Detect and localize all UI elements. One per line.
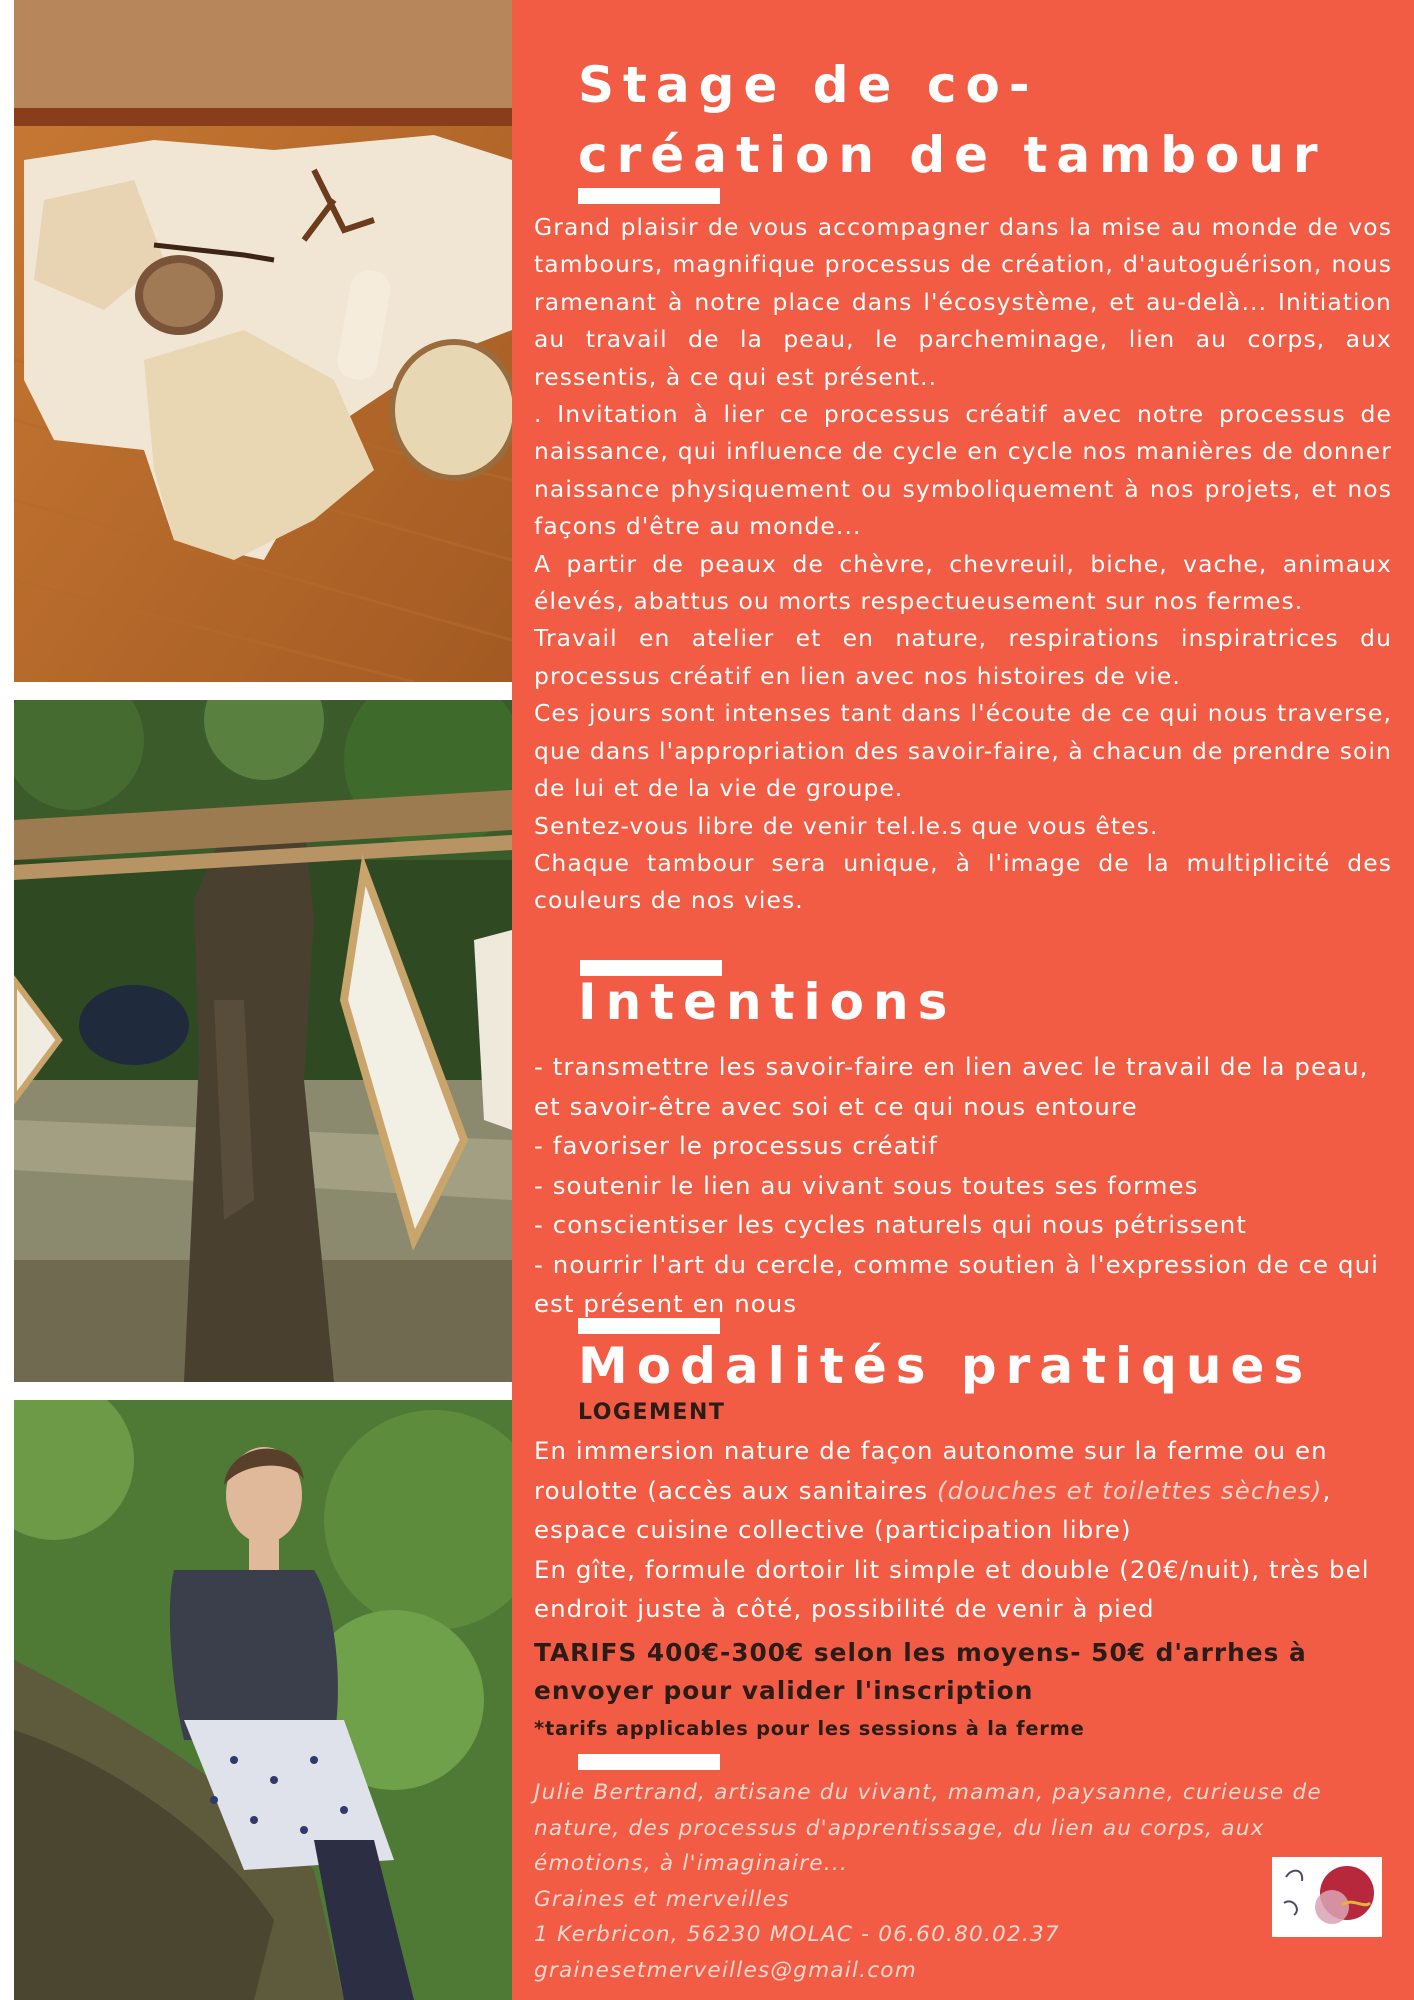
signature-org: Graines et merveilles — [534, 1886, 790, 1912]
signature-address: 1 Kerbricon, 56230 MOLAC - 06.60.80.02.37 — [534, 1922, 1060, 1947]
intention-item: - soutenir le lien au vivant sous toutes ses formes — [534, 1170, 1199, 1200]
intro-paragraph: Ces jours sont intenses tant dans l'écoute de ce qui nous traverse, que dans l'appropriation des savoir-faire, à chacun de prendre soin de lui et de la vie de groupe. — [534, 699, 1392, 803]
title-line-2: création de tambour — [578, 126, 1327, 184]
signature-bio: Julie Bertrand, artisane du vivant, maman, paysanne, curieuse de nature, des processus d'apprentissage, du lien au corps, aux émotions, à l'imaginaire... — [534, 1780, 1322, 1876]
intentions-heading: Intentions — [578, 973, 957, 1031]
intro-paragraph: A partir de peaux de chèvre, chevreuil, biche, vache, animaux élevés, abattus ou morts respectueusement sur nos fermes. — [534, 549, 1392, 616]
photo-drum-workshop — [14, 0, 512, 682]
signature-bar — [578, 1754, 720, 1770]
intro-paragraph: Travail en atelier et en nature, respirations inspiratrices du processus créatif en lien avec nos histoires de vie. — [534, 624, 1392, 690]
title-underline — [578, 188, 720, 204]
lodging-text-b: , espace cuisine collective (participation libre) — [534, 1475, 1332, 1544]
logement-label: LOGEMENT — [578, 1400, 726, 1425]
photo-tree-hides — [14, 700, 512, 1382]
lodging-text-a: En immersion nature de façon autonome sur la ferme ou en roulotte (accès aux sanitaires — [534, 1436, 1328, 1505]
tarifs-text: TARIFS 400€-300€ selon les moyens- 50€ d'arrhes à envoyer pour valider l'inscription — [534, 1638, 1307, 1705]
photo-portrait — [14, 1400, 512, 2000]
signature-block — [534, 1775, 1384, 1988]
intro-paragraph: . Invitation à lier ce processus créatif avec notre processus de naissance, qui influence de cycle en cycle nos manières de donner naissance physiquement ou symboliquement à nos projets, et nos façons d'être au monde... — [534, 400, 1392, 541]
intro-paragraph: Chaque tambour sera unique, à l'image de la multiplicité des couleurs de nos vies. — [534, 848, 1392, 915]
intention-item: - nourrir l'art du cercle, comme soutien à l'expression de ce qui est présent en nous — [534, 1249, 1380, 1318]
page-title — [578, 50, 1327, 190]
intention-item: - favoriser le processus créatif — [534, 1131, 938, 1160]
signature-email: grainesetmerveilles@gmail.com — [534, 1957, 917, 1983]
modalites-heading: Modalités pratiques — [578, 1337, 1313, 1395]
title-line-1: Stage de co- — [578, 56, 1039, 114]
intentions-list — [534, 1047, 1392, 1324]
intro-paragraph: Sentez-vous libre de venir tel.le.s que vous êtes. — [534, 811, 1159, 840]
intro-paragraph: Grand plaisir de vous accompagner dans la mise au monde de vos tambours, magnifique processus de création, d'autoguérison, nous ramenant à notre place dans l'écosystème, et au-delà... Initiation au travail de la peau, le parcheminage, lien au corps, aux ressentis, à ce qui est présent.. — [534, 213, 1392, 391]
tarifs-note: *tarifs applicables pour les sessions à la ferme — [534, 1717, 1085, 1740]
lodging-text — [534, 1431, 1392, 1629]
intention-item: - transmettre les savoir-faire en lien avec le travail de la peau, et savoir-être avec soi et ce qui nous entoure — [534, 1052, 1369, 1121]
graines-merveilles-logo — [1272, 1857, 1382, 1937]
modalites-bar — [578, 1318, 720, 1334]
intro-text — [534, 209, 1392, 920]
lodging-paragraph-2: En gîte, formule dortoir lit simple et double (20€/nuit), très bel endroit juste à côté, possibilité de venir à pied — [534, 1554, 1370, 1623]
lodging-text-italic: (douches et toilettes sèches) — [937, 1475, 1323, 1505]
lodging-paragraph-1 — [534, 1431, 1392, 1550]
intention-item: - conscientiser les cycles naturels qui nous pétrissent — [534, 1210, 1248, 1239]
info-panel — [512, 0, 1414, 2000]
